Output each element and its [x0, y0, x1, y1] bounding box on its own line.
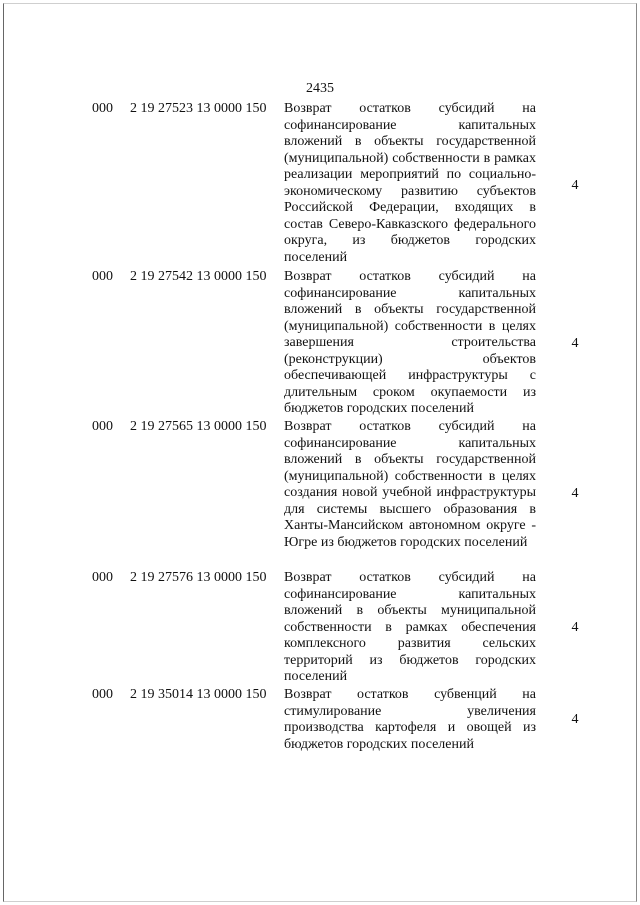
row-value: 4 [571, 178, 579, 193]
income-code: 2 19 27565 13 0000 150 [130, 419, 267, 434]
income-code: 2 19 27576 13 0000 150 [130, 570, 267, 585]
row-value: 4 [571, 620, 579, 635]
admin-code: 000 [92, 101, 113, 116]
admin-code: 000 [92, 570, 113, 585]
row-value: 4 [571, 712, 579, 727]
income-code: 2 19 27542 13 0000 150 [130, 269, 267, 284]
row-description: Возврат остатков субвенций на стимулирование увеличения производства картофеля и овощей из бюджетов городских поселений [284, 687, 536, 752]
row-value: 4 [571, 486, 579, 501]
page-number: 2435 [306, 81, 334, 96]
row-description: Возврат остатков субсидий на софинансирование капитальных вложений в объекты государственной (муниципальной) собственности в целях создания новой учебной инфраструктуры для системы высшего образования в Ханты-Мансийском автономном округе - Югре из бюджетов городских поселений [284, 419, 536, 550]
admin-code: 000 [92, 269, 113, 284]
income-code: 2 19 27523 13 0000 150 [130, 101, 267, 116]
admin-code: 000 [92, 419, 113, 434]
row-description: Возврат остатков субсидий на софинансирование капитальных вложений в объекты государственной (муниципальной) собственности в целях завершения строительства (реконструкции) объектов обеспечивающей инфраструктуры с длительным сроком окупаемости из бюджетов городских поселений [284, 269, 536, 416]
admin-code: 000 [92, 687, 113, 702]
row-value: 4 [571, 336, 579, 351]
row-description: Возврат остатков субсидий на софинансирование капитальных вложений в объекты государственной (муниципальной) собственности в рамках реализации мероприятий по социально-экономическому развитию субъектов Российской Федерации, входящих в состав Северо-Кавказского федерального округа, из бюджетов городских поселений [284, 101, 536, 265]
row-description: Возврат остатков субсидий на софинансирование капитальных вложений в объекты муниципальной собственности в рамках обеспечения комплексного развития сельских территорий из бюджетов городских поселений [284, 570, 536, 684]
income-code: 2 19 35014 13 0000 150 [130, 687, 267, 702]
